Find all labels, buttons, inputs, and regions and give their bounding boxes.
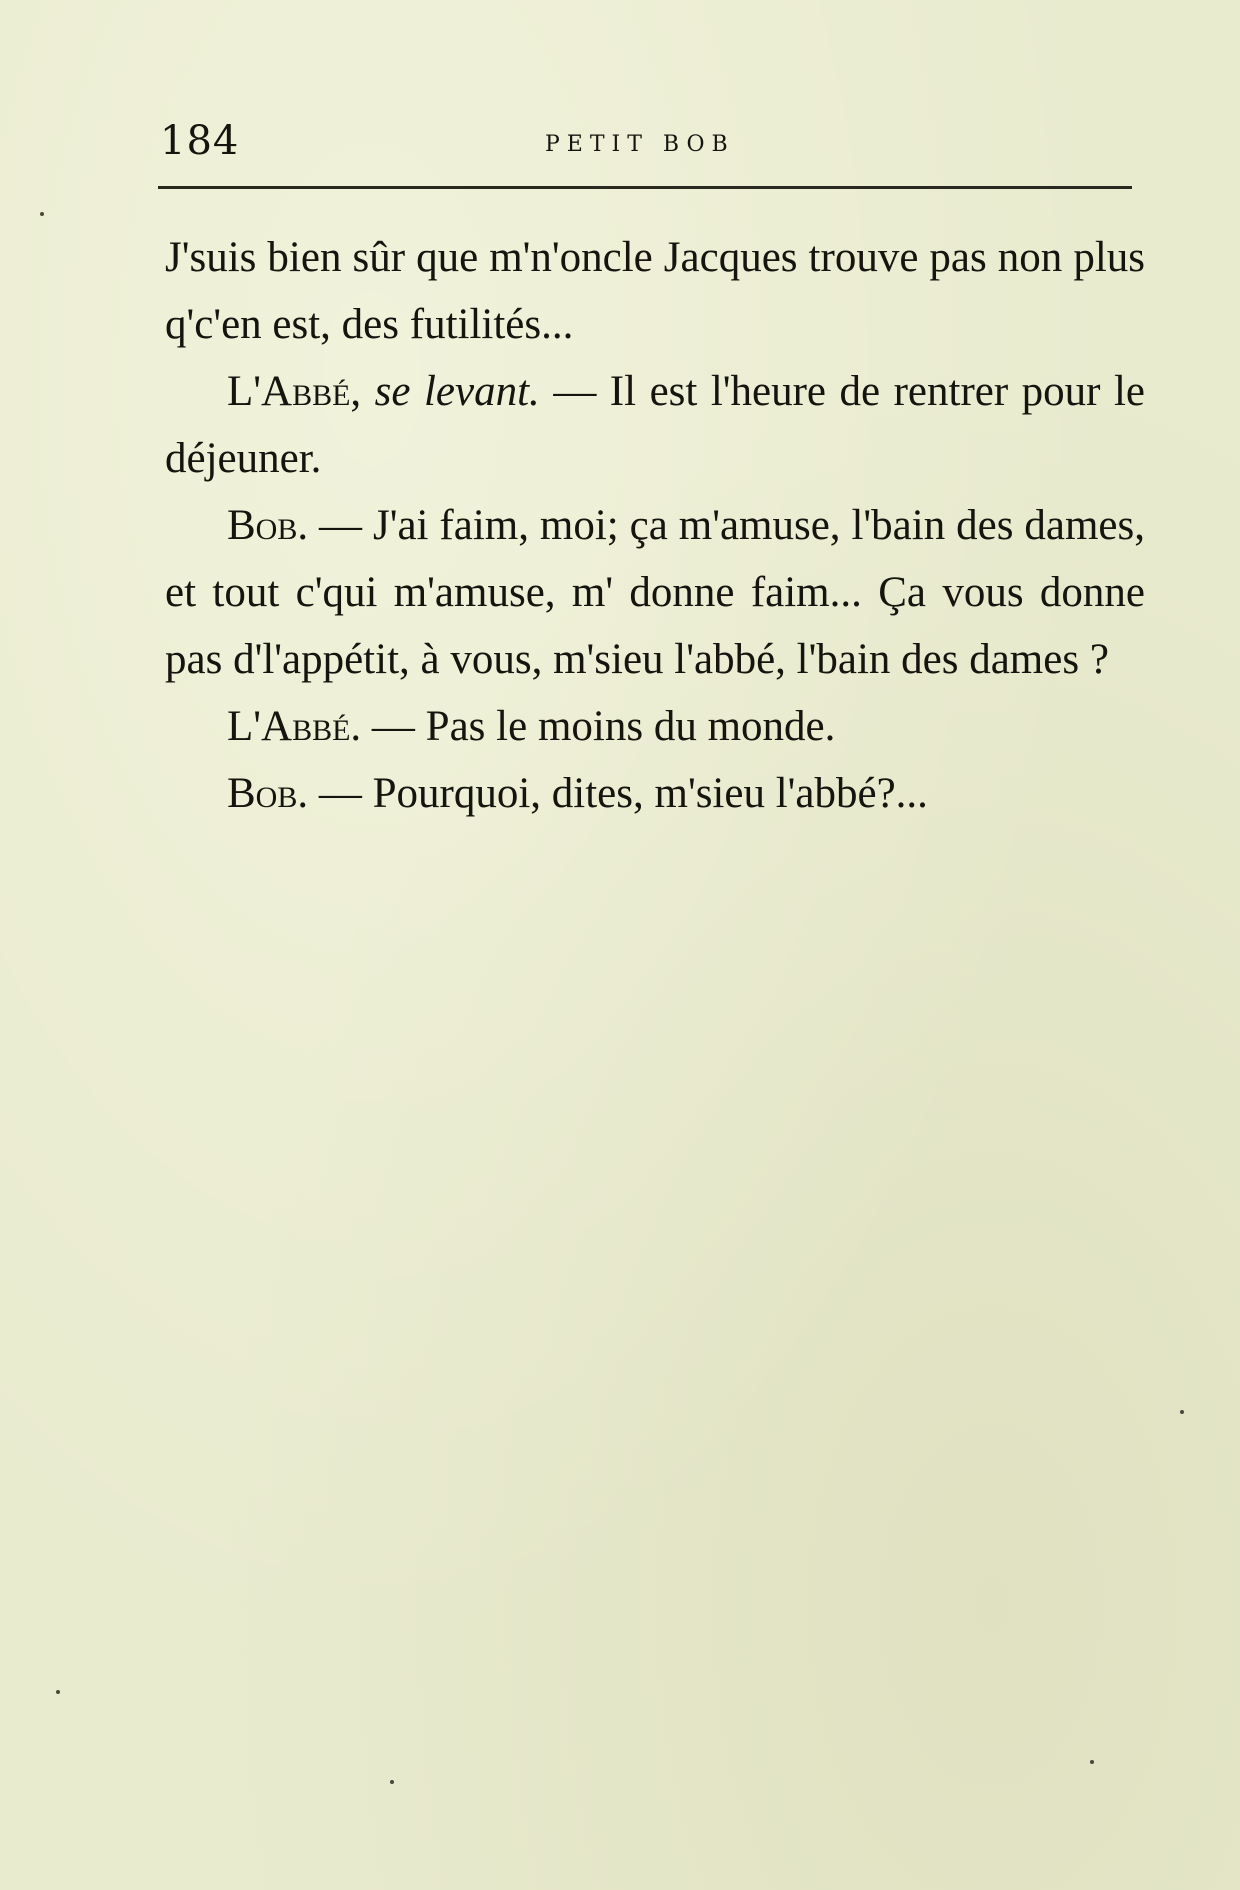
dialogue-text: — Il est l'heure de rentrer pour le déjeuner. [165, 368, 1146, 482]
stage-direction: se levant. [374, 368, 540, 415]
paper-speck [1180, 1410, 1184, 1414]
dialogue-abbe-1 [165, 358, 1145, 492]
paragraph-text: J'suis bien sûr que m'n'oncle Jacques trouve pas non plus q'c'en est, des futilités... [165, 234, 1145, 348]
dialogue-text: — Pas le moins du monde. [371, 703, 836, 750]
body-text [165, 224, 1145, 827]
speaker-name: Bob. [227, 502, 309, 549]
header-rule [158, 186, 1132, 189]
speaker-name: L'Abbé, [227, 368, 362, 415]
dialogue-text: — J'ai faim, moi; ça m'amuse, l'bain des dames, et tout c'qui m'amuse, m' donne faim... Ça vous donne pas d'l'appétit, à vous, m'sieu l'abbé, l'bain des dames ? [165, 502, 1145, 683]
paper-speck [1090, 1760, 1094, 1764]
dialogue-bob-2 [165, 760, 1145, 827]
speaker-name: Bob. [227, 770, 309, 817]
speaker-name: L'Abbé. [227, 703, 362, 750]
dialogue-abbe-2 [165, 693, 1145, 760]
paper-speck [40, 212, 44, 216]
paper-speck [390, 1780, 394, 1784]
paper-speck [56, 1690, 60, 1694]
running-title: PETIT BOB [545, 132, 735, 157]
dialogue-bob-1 [165, 492, 1145, 693]
page-number: 184 [160, 118, 240, 164]
paragraph-continuation [165, 224, 1145, 358]
running-head [160, 118, 1135, 178]
dialogue-text: — Pourquoi, dites, m'sieu l'abbé?... [318, 770, 928, 817]
